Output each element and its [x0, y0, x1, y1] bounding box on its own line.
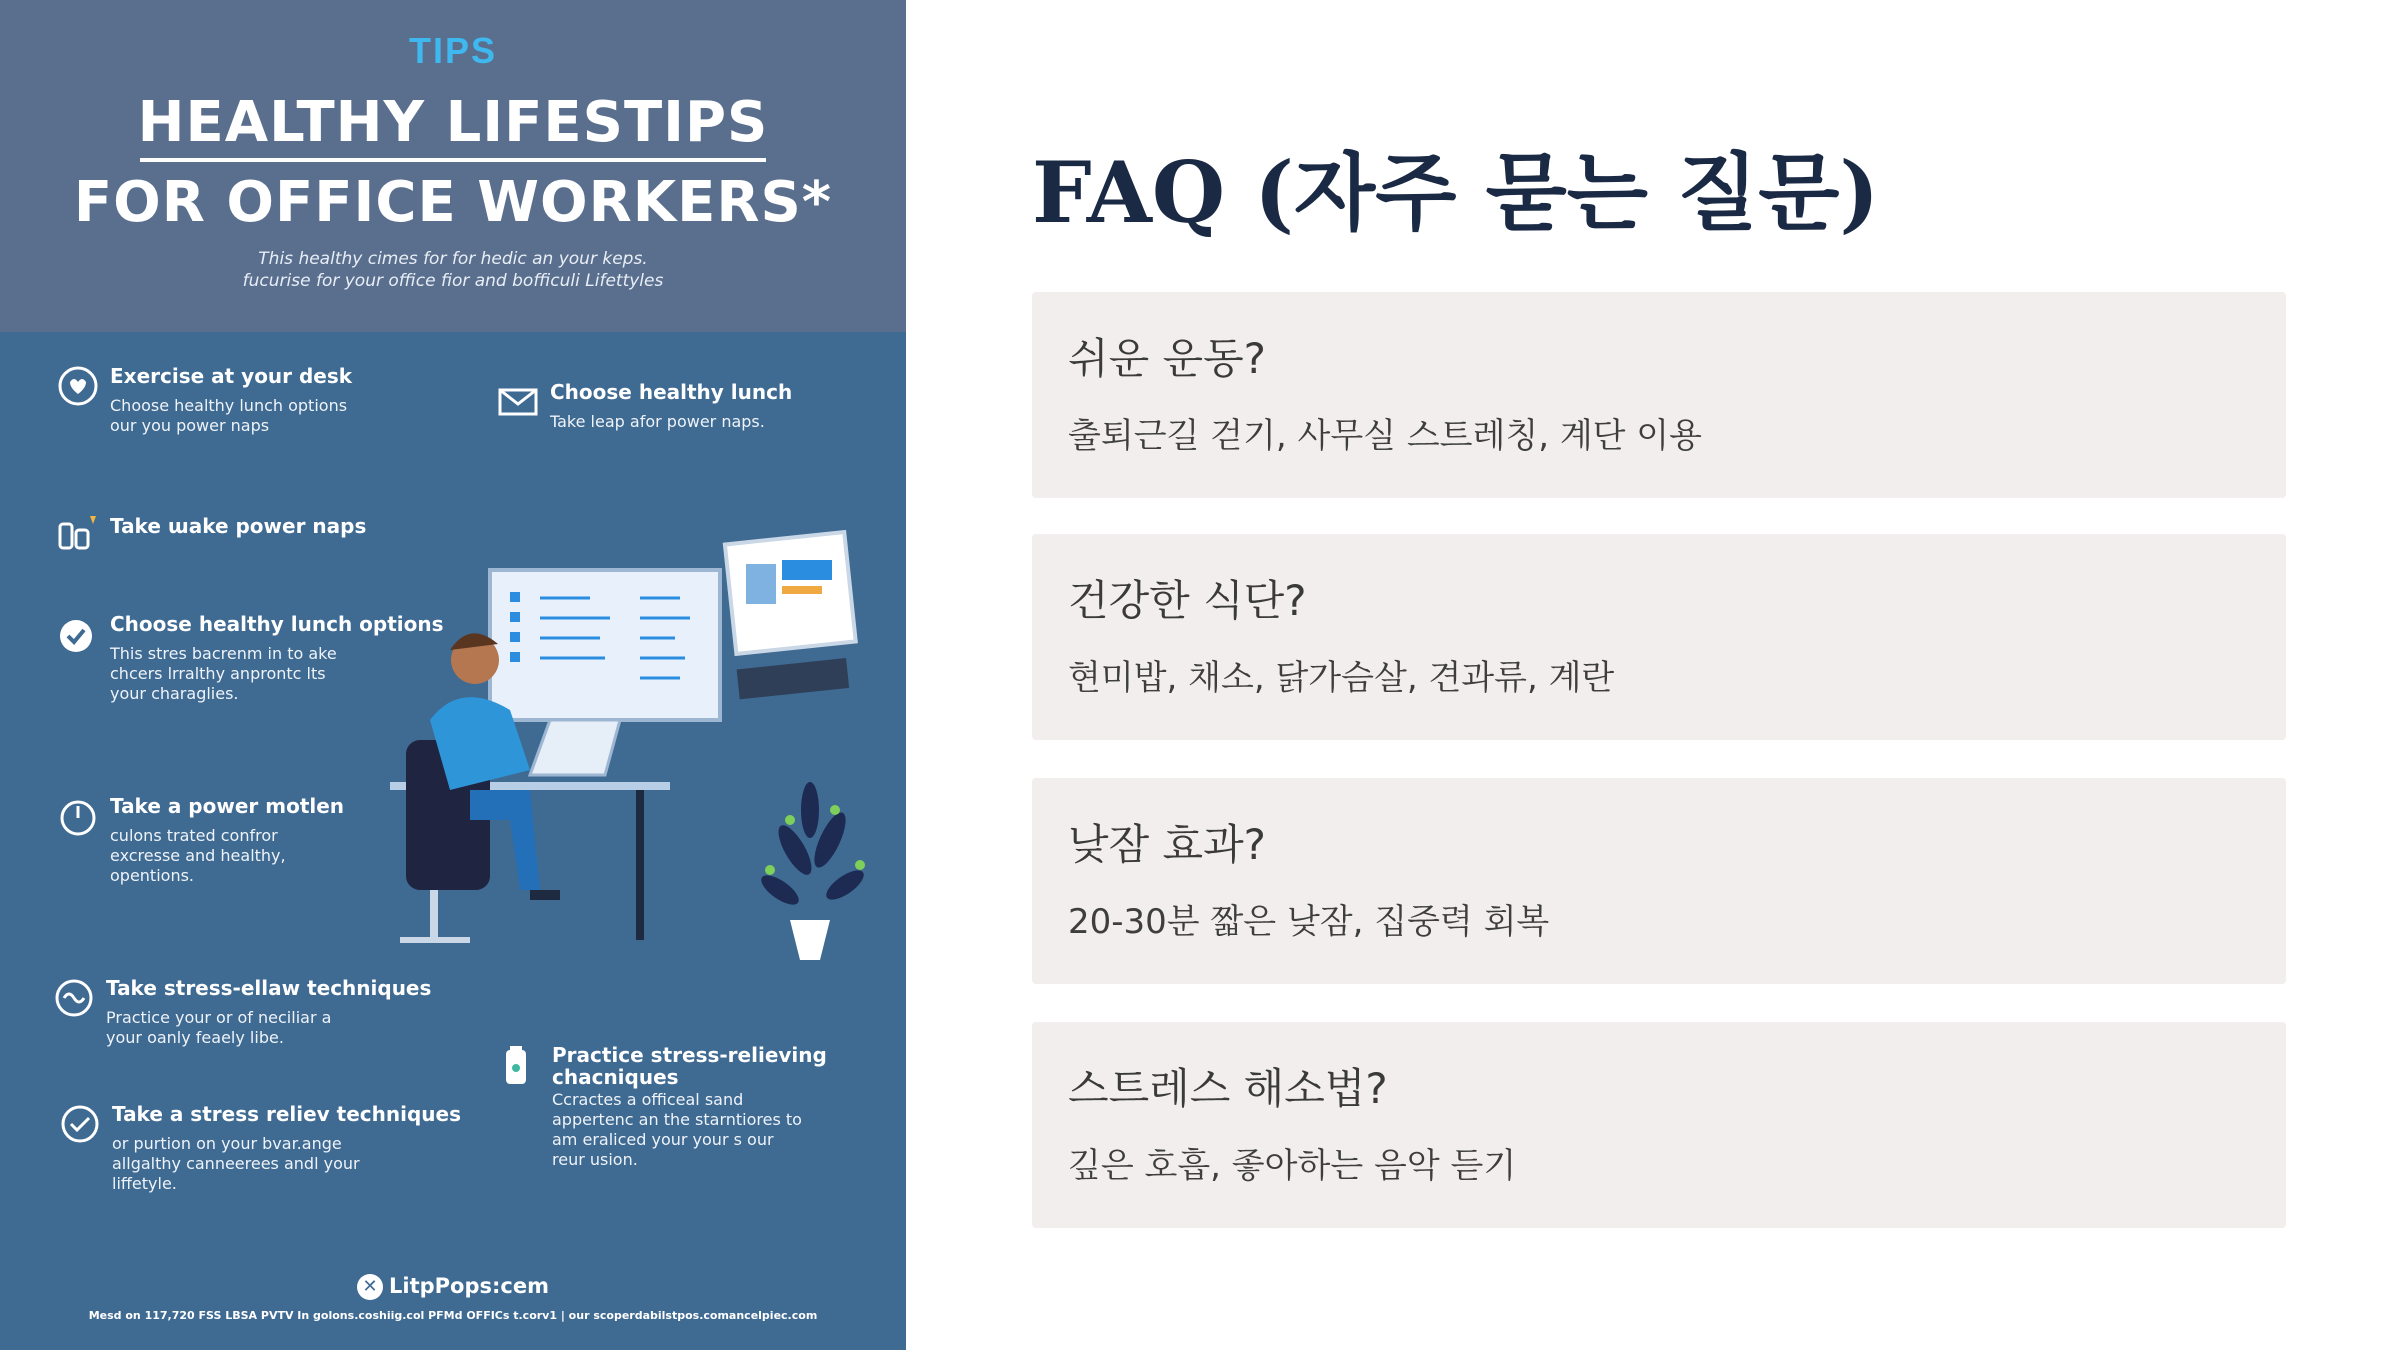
faq-title: FAQ (자주 묻는 질문) [1032, 143, 1880, 242]
faq-answer: 현미밥, 채소, 닭가슴살, 견과류, 계란 [1068, 658, 1615, 698]
faq-question: 건강한 식단? [1068, 576, 1307, 625]
tip-title: Choose healthy lunch [550, 380, 793, 404]
poster-footer: Mesd on 117,720 FSS LBSA PVTV In golons.coshiig.col PFMd OFFICs t.corv1 | our scoperdabilstpos.comancelpiec.com [88, 1309, 818, 1322]
poster-header [0, 0, 906, 332]
infographic-poster [0, 0, 906, 1350]
faq-question: 스트레스 해소법? [1068, 1064, 1388, 1113]
tip-body: Ccractes a officeal sand appertenc an the starntiores to am eraliced your your s our reur usion. [552, 1090, 802, 1169]
tip-body: Take leap afor power naps. [550, 412, 765, 431]
tip-exercise-desk [56, 364, 416, 444]
heart-icon [56, 364, 100, 408]
faq-card [1032, 534, 2286, 740]
tip-body: Choose healthy lunch options our you power naps [110, 396, 348, 435]
poster-title-line1: HEALTHY LIFESTIPS [137, 90, 769, 155]
tip-title: Take ɯake power naps [110, 514, 367, 538]
tip-stress-techniques [52, 976, 452, 1056]
tip-body: or purtion on your bvar.ange allgalthy canneerees andl your liffetyle. [112, 1134, 360, 1193]
logo-icon: ✕ [357, 1274, 383, 1300]
faq-answer: 깊은 호흡, 좋아하는 음악 듣기 [1068, 1146, 1517, 1186]
check-clock-icon [56, 612, 100, 656]
office-worker-illustration [390, 520, 890, 960]
tip-power-naps [56, 508, 416, 558]
bottle-water-icon [498, 1044, 542, 1088]
faq-answer: 20-30분 짧은 낮잠, 집중력 회복 [1068, 902, 1550, 942]
envelope-icon [496, 380, 540, 424]
faq-answer: 출퇴근길 걷기, 사무실 스트레칭, 계단 이용 [1068, 416, 1702, 456]
poster-subtitle: This healthy cimes for for hedic an your keps. fucurise for your office fior and bofficuli Lifettyles [242, 249, 664, 291]
tip-body: Practice your or of neciliar a your oanly feaely libe. [106, 1008, 332, 1047]
faq-card [1032, 778, 2286, 984]
tip-healthy-lunch [496, 380, 876, 450]
logo-text: LitpPops:cem [389, 1274, 549, 1298]
tip-stress-relieving [498, 1044, 898, 1174]
tip-power-motion [56, 794, 416, 894]
faq-card [1032, 292, 2286, 498]
tip-title: Take a stress reliev techniques [112, 1102, 462, 1126]
check-circle-icon [58, 1102, 102, 1146]
tip-stress-reliev [58, 1102, 462, 1202]
brain-icon [52, 976, 96, 1020]
title-underline [140, 158, 766, 162]
timer-icon [56, 794, 100, 838]
poster-kicker: TIPS [408, 30, 497, 71]
tip-title: Exercise at your desk [110, 364, 353, 388]
poster-title-line2: FOR OFFICE WORKERS* [73, 170, 833, 235]
tip-title: Take stress-ellaw techniques [106, 976, 432, 1000]
tip-body: culons trated confror excresse and healthy, opentions. [110, 826, 286, 885]
faq-question: 쉬운 운동? [1068, 334, 1266, 383]
tip-body: This stres bacrenm in to ake chcers lrralthy anprontc lts your charaglies. [110, 644, 337, 703]
tip-title: Choose healthy lunch options [110, 612, 444, 636]
tip-title: Practice stress-relieving chacniques [552, 1043, 827, 1089]
bottle-icon [56, 508, 100, 552]
faq-card [1032, 1022, 2286, 1228]
tip-title: Take a power motlen [110, 794, 345, 818]
poster-logo [0, 1274, 906, 1300]
tip-lunch-options [56, 612, 444, 712]
faq-question: 낮잠 효과? [1068, 820, 1266, 869]
